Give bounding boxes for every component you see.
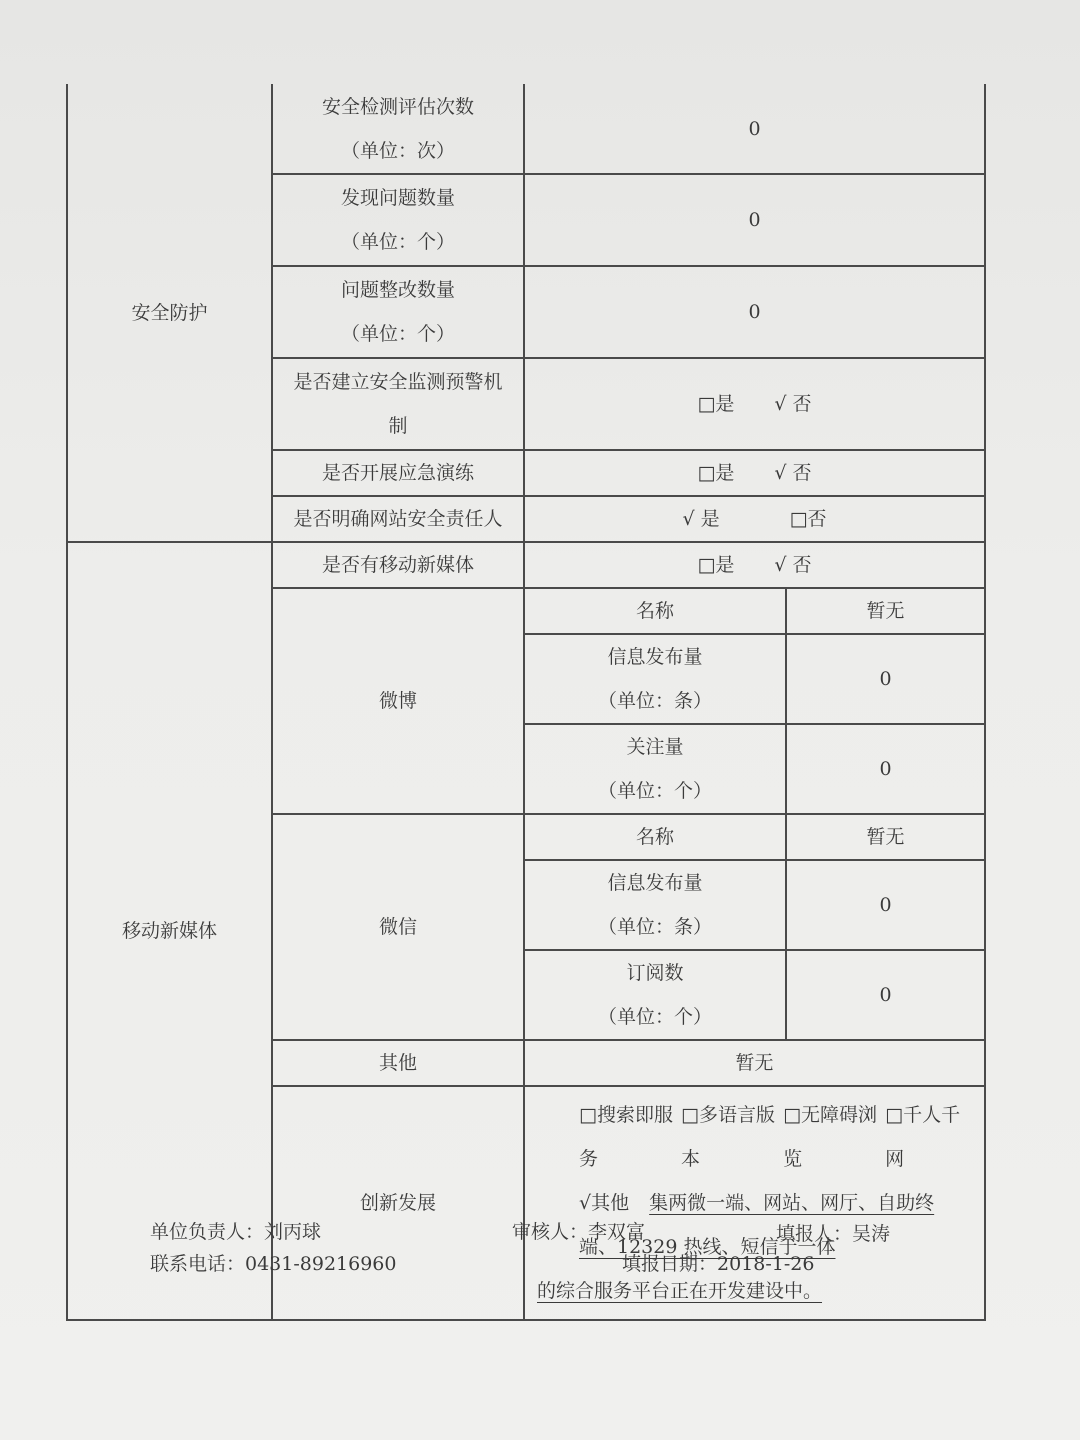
label-line: 信息发布量 [607,646,703,668]
checkbox-search-service[interactable]: □搜索即服务 [579,1104,673,1170]
security-row-label [272,84,524,174]
wechat-subs-value: 0 [786,950,985,1040]
other-media-value: 暂无 [524,1040,985,1086]
unit-line: （单位：个） [340,323,455,345]
wechat-subs-label [524,950,786,1040]
responsible-person-options [524,496,985,542]
security-row-value: 0 [524,174,985,266]
checkbox-multi-language[interactable]: □多语言版本 [681,1104,775,1170]
checkbox-no[interactable]: □否 [789,508,827,530]
other-description-continued: 的综合服务平台正在开发建设中。 [537,1280,823,1302]
has-media-label: 是否有移动新媒体 [272,542,524,588]
other-media-label: 其他 [272,1040,524,1086]
security-section-label: 安全防护 [67,84,272,542]
wechat-name-label: 名称 [524,814,786,860]
unit-head: 单位负责人：刘丙球 [150,1221,322,1243]
report-date: 填报日期：2018-1-26 [622,1253,815,1275]
unit-line: （单位：条） [597,916,712,938]
weibo-name-value: 暂无 [786,588,985,634]
label-line: 安全检测评估次数 [321,95,474,118]
other-description: 集两微一端、网站、网厅、自助终端、12329 热线、短信于一体 [579,1192,935,1258]
reviewer: 审核人：李双富 [512,1221,646,1243]
wechat-label: 微信 [272,814,524,1040]
label-line: 信息发布量 [607,872,703,894]
report-table [66,84,986,1321]
checkbox-no[interactable]: √ 否 [774,554,812,576]
unit-line: （单位：个） [597,1006,712,1028]
checkbox-accessibility[interactable]: □无障碍浏览 [783,1104,878,1170]
label-line: 发现问题数量 [340,187,455,209]
label-line: 订阅数 [626,962,684,984]
mobile-section-label: 移动新媒体 [67,542,272,1320]
weibo-followers-value: 0 [786,724,985,814]
security-row-label [272,266,524,358]
wechat-posts-label [524,860,786,950]
table-row [67,542,985,588]
has-media-options [524,542,985,588]
wechat-name-value: 暂无 [786,814,985,860]
responsible-person-label: 是否明确网站安全责任人 [272,496,524,542]
innovation-content [524,1086,985,1320]
table-row [67,84,985,174]
unit-line: （单位：条） [597,690,712,712]
filler: 填报人：吴涛 [776,1223,891,1245]
security-row-value: 0 [524,266,985,358]
checkbox-yes[interactable]: □是 [697,462,735,484]
innovation-section-label: 创新发展 [272,1086,524,1320]
checkbox-yes[interactable]: □是 [697,393,735,415]
unit-line: （单位：次） [340,139,455,162]
checkbox-other[interactable]: √其他 [579,1192,630,1214]
checkbox-personalized[interactable]: □千人千网 [885,1104,961,1170]
unit-line: （单位：个） [597,780,712,802]
label-line: 制 [388,415,408,437]
contact-phone: 联系电话：0431-89216960 [150,1253,397,1275]
innovation-options [537,1093,970,1181]
checkbox-yes[interactable]: □是 [697,554,735,576]
signature-footer [150,1217,910,1277]
label-line: 问题整改数量 [340,279,455,301]
emergency-drill-options [524,450,985,496]
checkbox-no[interactable]: √ 否 [774,462,812,484]
weibo-label: 微博 [272,588,524,814]
checkbox-no[interactable]: √ 否 [774,393,812,415]
label-line: 关注量 [626,736,684,758]
security-row-label [272,174,524,266]
wechat-posts-value: 0 [786,860,985,950]
unit-line: （单位：个） [340,231,455,253]
weibo-name-label: 名称 [524,588,786,634]
weibo-posts-label [524,634,786,724]
warning-mechanism-options [524,358,985,450]
weibo-followers-label [524,724,786,814]
weibo-posts-value: 0 [786,634,985,724]
label-line: 是否建立安全监测预警机 [293,371,503,393]
emergency-drill-label: 是否开展应急演练 [272,450,524,496]
warning-mechanism-label [272,358,524,450]
security-row-value: 0 [524,84,985,174]
checkbox-yes[interactable]: √ 是 [682,508,720,530]
